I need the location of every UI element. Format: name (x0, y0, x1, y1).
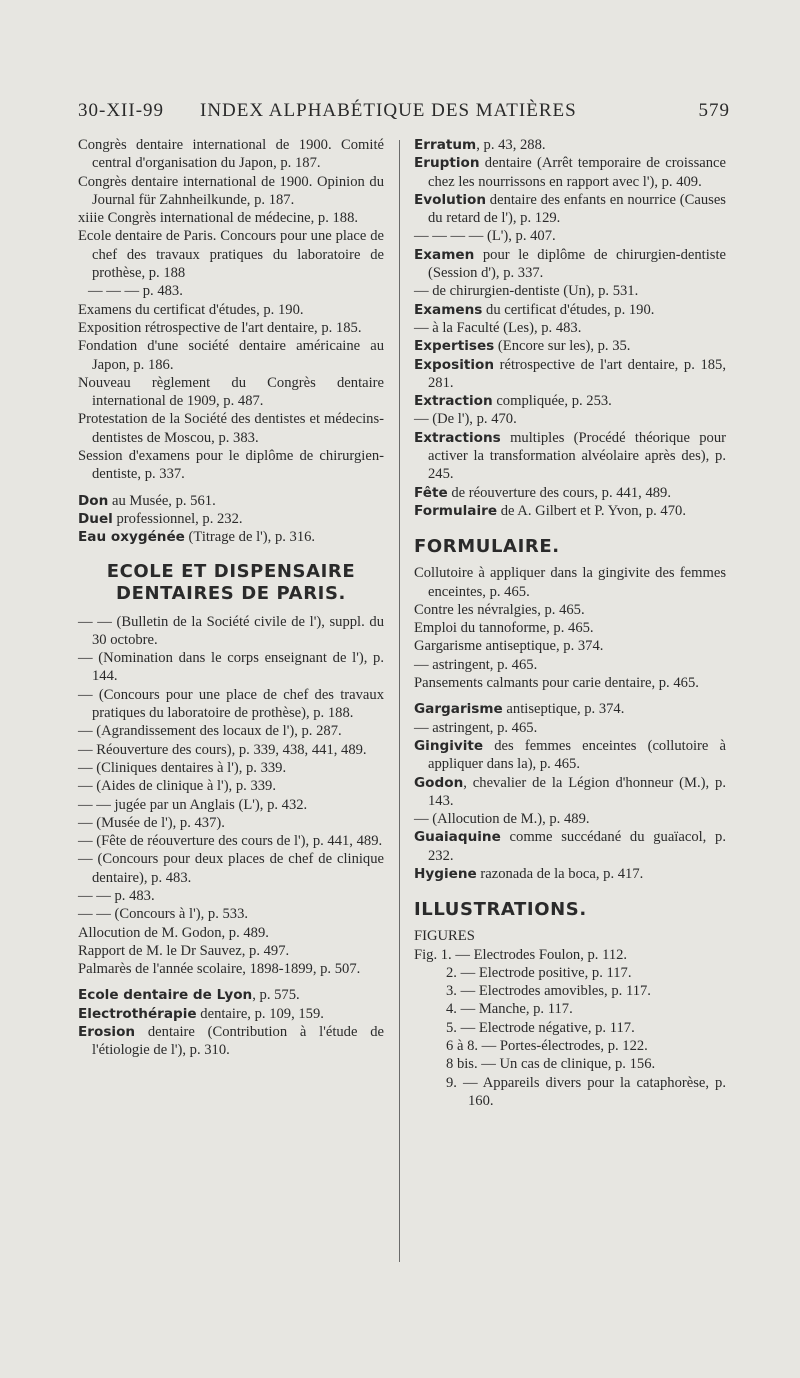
entry-text: de A. Gilbert et P. Yvon, p. 470. (497, 502, 686, 519)
entry-heading: Formulaire (414, 502, 498, 519)
index-entry: — (De l'), p. 470. (414, 411, 517, 428)
entry-text: du certificat d'études, p. 190. (482, 301, 655, 318)
figures-subheading: FIGURES (414, 928, 475, 945)
index-entry: Emploi du tannoforme, p. 465. (414, 620, 594, 637)
index-entry: Examens du certificat d'études, p. 190. (78, 301, 304, 318)
index-entry: — astringent, p. 465. (414, 719, 538, 736)
index-entry (414, 356, 726, 393)
entry-text: multiples (Procédé théorique pour activer la transformation alvéolaire après des), p. 245. (428, 429, 726, 483)
index-entry: Ecole dentaire de Paris. Concours pour une place de chef des travaux pratiques du laboratoire de prothèse, p. 188 (78, 228, 384, 282)
figure-entry: 3. — Electrodes amovibles, p. 117. (446, 983, 651, 1000)
header-title: INDEX ALPHABÉTIQUE DES MATIÈRES (200, 100, 577, 121)
index-entry: — astringent, p. 465. (414, 656, 538, 673)
index-entry: Gargarisme antiseptique, p. 374. (414, 638, 604, 655)
entry-heading: Extraction (414, 393, 493, 410)
index-entry (78, 1023, 384, 1060)
entry-text: pour le diplôme de chirurgien-dentiste (Session d'), p. 337. (428, 246, 726, 282)
entry-text: compliquée, p. 253. (492, 393, 612, 410)
section-heading: ECOLE ET DISPENSAIRE DENTAIRES DE PARIS. (106, 560, 356, 604)
index-entry: Pansements calmants pour carie dentaire, p. 465. (414, 675, 699, 692)
index-entry (414, 154, 726, 191)
index-entry: xiiie Congrès international de médecine, p. 188. (78, 210, 359, 227)
entry-heading: Erosion (78, 1024, 136, 1041)
index-entry: Congrès dentaire international de 1900. Opinion du Journal für Zahnheilkunde, p. 187. (78, 173, 384, 208)
index-entry: — — — p. 483. (88, 283, 183, 300)
entry-text: rétrospective de l'art dentaire, p. 185, 281. (428, 356, 726, 391)
figure-entry: 5. — Electrode négative, p. 117. (446, 1019, 635, 1036)
entry-heading: Don (78, 492, 109, 509)
header-date: 30-XII-99 (78, 100, 165, 121)
entry-text: razonada de la boca, p. 417. (476, 865, 644, 882)
index-entry (78, 492, 384, 510)
entry-text: dentaire, p. 109, 159. (196, 1005, 324, 1022)
entry-heading: Exposition (414, 356, 495, 373)
entry-text: au Musée, p. 561. (108, 492, 216, 509)
index-entry: — — p. 483. (78, 887, 155, 904)
entry-text: des femmes enceintes (collutoire à appliquer dans la), p. 465. (428, 737, 726, 773)
index-entry: Contre les névralgies, p. 465. (414, 601, 585, 618)
index-entry (414, 737, 726, 774)
index-entry (414, 337, 726, 355)
entry-heading: Extractions (414, 429, 501, 446)
entry-text: dentaire (Contribution à l'étude de l'étiologie de l'), p. 310. (92, 1024, 384, 1059)
entry-heading: Eruption (414, 155, 480, 172)
index-entry (414, 191, 726, 228)
index-entry: — — (Concours à l'), p. 533. (78, 906, 249, 923)
running-header (78, 96, 730, 130)
index-entry: — (Concours pour une place de chef des travaux pratiques du laboratoire de prothèse), p. 188. (78, 686, 384, 722)
entry-heading: Evolution (414, 191, 486, 208)
index-entry: — (Nomination dans le corps enseignant de l'), p. 144. (78, 650, 384, 685)
left-column (78, 136, 384, 1060)
index-entry: — (Aides de clinique à l'), p. 339. (78, 778, 276, 795)
index-entry (414, 774, 726, 811)
index-entry (414, 246, 726, 283)
index-entry: Collutoire à appliquer dans la gingivite des femmes enceintes, p. 465. (414, 565, 726, 600)
figure-entry: Fig. 1. — Electrodes Foulon, p. 112. (414, 946, 628, 963)
index-entry: — (Agrandissement des locaux de l'), p. 287. (78, 723, 342, 740)
index-entry: Nouveau règlement du Congrès dentaire international de 1909, p. 487. (78, 374, 384, 410)
index-entry (414, 865, 726, 883)
entry-text: , p. 43, 288. (476, 137, 546, 153)
entry-heading: Gingivite (414, 737, 484, 754)
entry-heading: Erratum (414, 137, 477, 153)
entry-text: de réouverture des cours, p. 441, 489. (447, 484, 671, 501)
entry-heading: Eau oxygénée (78, 529, 185, 546)
entry-text: comme succédané du guaïacol, p. 232. (428, 829, 726, 864)
entry-text: , chevalier de la Légion d'honneur (M.), p. 143. (428, 774, 726, 809)
entry-heading: Fête (414, 484, 448, 501)
entry-heading: Gargarisme (414, 701, 503, 718)
index-entry (414, 828, 726, 865)
index-entry (78, 528, 384, 546)
entry-text: dentaire (Arrêt temporaire de croissance chez les nourrissons en rapport avec l'), p. 409. (428, 155, 726, 190)
index-entry: — (Fête de réouverture des cours de l'), p. 441, 489. (78, 833, 383, 850)
index-entry: Allocution de M. Godon, p. 489. (78, 924, 269, 941)
entry-heading: Guaiaquine (414, 829, 501, 846)
index-entry: Session d'examens pour le diplôme de chirurgien-dentiste, p. 337. (78, 448, 384, 483)
index-entry (414, 700, 726, 718)
index-entry: Protestation de la Société des dentistes et médecins-dentistes de Moscou, p. 383. (78, 411, 384, 446)
index-entry: — (Cliniques dentaires à l'), p. 339. (78, 759, 287, 776)
index-entry: Rapport de M. le Dr Sauvez, p. 497. (78, 942, 290, 959)
index-entry: Fondation d'une société dentaire américaine au Japon, p. 186. (78, 338, 384, 373)
index-entry (414, 502, 726, 520)
entry-heading: Examens (414, 301, 483, 318)
entry-heading: Duel (78, 510, 113, 527)
entry-text: antiseptique, p. 374. (502, 701, 625, 718)
entry-text: professionnel, p. 232. (112, 510, 243, 527)
index-entry: — de chirurgien-dentiste (Un), p. 531. (414, 283, 639, 300)
index-entry: Palmarès de l'année scolaire, 1898-1899, p. 507. (78, 961, 361, 978)
figure-entry: 2. — Electrode positive, p. 117. (446, 964, 632, 981)
section-heading: ILLUSTRATIONS. (414, 899, 587, 921)
index-entry: Exposition rétrospective de l'art dentaire, p. 185. (78, 319, 362, 336)
index-entry: Congrès dentaire international de 1900. Comité central d'organisation du Japon, p. 187. (78, 137, 384, 172)
index-entry: — (Concours pour deux places de chef de clinique dentaire), p. 483. (78, 851, 384, 886)
entry-text: (Encore sur les), p. 35. (494, 338, 631, 355)
index-entry: — — — — (L'), p. 407. (414, 228, 556, 245)
index-entry (78, 986, 384, 1004)
entry-heading: Expertises (414, 338, 495, 355)
page-number: 579 (698, 100, 730, 121)
right-column (414, 136, 726, 1110)
section-heading: FORMULAIRE. (414, 536, 560, 558)
index-entry (414, 136, 726, 154)
index-entry: — à la Faculté (Les), p. 483. (414, 319, 582, 336)
index-entry: — (Allocution de M.), p. 489. (414, 811, 590, 828)
column-divider (399, 140, 400, 1262)
entry-heading: Electrothérapie (78, 1005, 197, 1022)
figure-entry: 9. — Appareils divers pour la cataphorèse, p. 160. (446, 1074, 726, 1109)
index-entry (414, 429, 726, 484)
entry-text: (Titrage de l'), p. 316. (184, 529, 316, 546)
index-entry (414, 392, 726, 410)
figure-entry: 4. — Manche, p. 117. (446, 1001, 573, 1018)
entry-text: , p. 575. (252, 987, 300, 1004)
entry-heading: Examen (414, 246, 475, 263)
entry-heading: Godon (414, 774, 464, 791)
figure-entry: 6 à 8. — Portes-électrodes, p. 122. (446, 1038, 648, 1055)
index-entry: — Réouverture des cours), p. 339, 438, 441, 489. (78, 741, 367, 758)
index-entry (414, 484, 726, 502)
index-entry (78, 1005, 384, 1023)
entry-heading: Ecole dentaire de Lyon (78, 987, 253, 1004)
index-entry: — (Musée de l'), p. 437). (78, 814, 225, 831)
figure-entry: 8 bis. — Un cas de clinique, p. 156. (446, 1056, 656, 1073)
index-entry (414, 301, 726, 319)
entry-text: dentaire des enfants en nourrice (Causes du retard de l'), p. 129. (428, 191, 726, 227)
index-entry (78, 510, 384, 528)
index-entry: — — jugée par un Anglais (L'), p. 432. (78, 796, 308, 813)
index-entry: — — (Bulletin de la Société civile de l'), suppl. du 30 octobre. (78, 613, 384, 648)
entry-heading: Hygiene (414, 865, 477, 882)
